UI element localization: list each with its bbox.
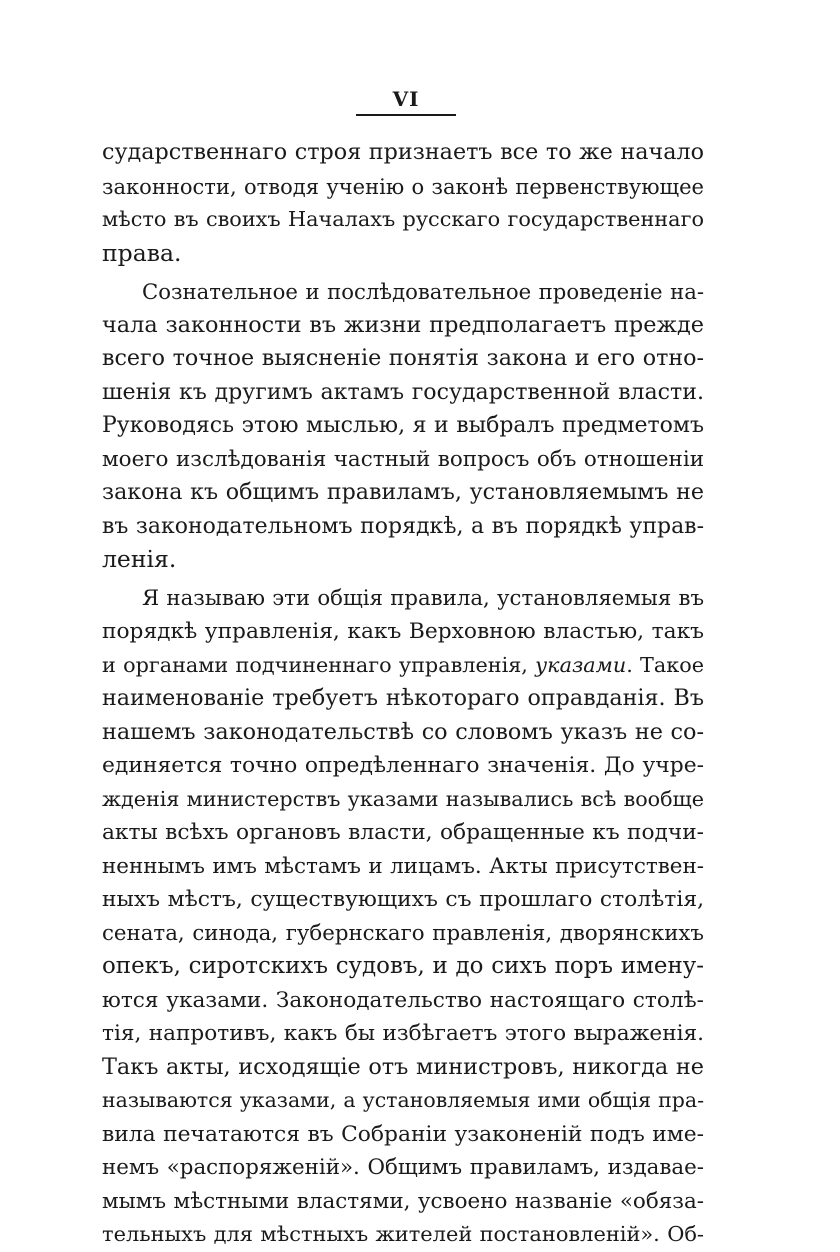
- text-line: наименованіе требуетъ нѣкотораго оправданія. Въ: [102, 685, 704, 711]
- text-line: права.: [102, 238, 182, 267]
- text-line: называются указами, а установляемыя ими общія пра-: [102, 1088, 704, 1112]
- text-line: всего точное выясненіе понятія закона и его отно-: [102, 345, 704, 371]
- text-line: ныхъ мѣстъ, существующихъ съ прошлаго столѣтія,: [102, 887, 704, 912]
- body-text: [102, 136, 704, 1252]
- text-line: сударственнаго строя признаетъ все то же начало: [102, 139, 704, 165]
- line-segment: и органами подчиненнаго управленія,: [102, 652, 536, 677]
- text-line: законности, отводя ученію о законѣ первенствующее: [102, 173, 704, 199]
- text-line: Я называю эти общія правила, установляемыя въ: [142, 585, 704, 611]
- text-line: чала законности въ жизни предполагаетъ прежде: [102, 311, 704, 338]
- paragraph-3: [102, 582, 704, 1252]
- text-line: въ законодательномъ порядкѣ, а въ порядкѣ управ-: [102, 513, 704, 539]
- text-line-with-emphasis: [102, 649, 704, 683]
- paragraph-2: [102, 275, 704, 577]
- text-line: акты всѣхъ органовъ власти, обращенные къ подчи-: [102, 820, 704, 845]
- header-rule: [356, 114, 456, 116]
- line-segment: . Такое: [626, 652, 704, 677]
- text-line: жденія министерствъ указами назывались всѣ вообще: [102, 786, 704, 811]
- text-line: тельныхъ для мѣстныхъ жителей постановленій». Об-: [102, 1222, 704, 1246]
- text-line: порядкѣ управленія, какъ Верховною властью, такъ: [102, 619, 704, 644]
- text-line: ленія.: [102, 545, 177, 573]
- text-line: шенія къ другимъ актамъ государственной власти.: [102, 378, 704, 405]
- text-line: Такъ акты, исходящіе отъ министровъ, никогда не: [102, 1053, 704, 1080]
- page-number: VI: [392, 87, 420, 111]
- text-line: ются указами. Законодательство настоящаго столѣ-: [102, 987, 704, 1013]
- text-line: нашемъ законодательствѣ со словомъ указъ не со-: [102, 718, 704, 745]
- page-header: [356, 88, 456, 116]
- text-line: опекъ, сиротскихъ судовъ, и до сихъ поръ имену-: [102, 953, 704, 979]
- paragraph-1: [102, 136, 704, 270]
- text-line: неннымъ имъ мѣстамъ и лицамъ. Акты присутствен-: [102, 853, 704, 879]
- text-line: тія, напротивъ, какъ бы избѣгаетъ этого выраженія.: [102, 1021, 704, 1046]
- text-line: моего изслѣдованія частный вопросъ объ отношеніи: [102, 446, 704, 472]
- text-line: единяется точно опредѣленнаго значенія. До учре-: [102, 753, 704, 778]
- text-line: сената, синода, губернскаго правленія, дворянскихъ: [102, 920, 704, 946]
- text-line: немъ «распоряженій». Общимъ правиламъ, издавае-: [102, 1155, 704, 1180]
- text-line: Сознательное и послѣдовательное проведеніе на-: [142, 279, 704, 304]
- text-line: мѣсто въ своихъ Началахъ русскаго государственнаго: [102, 207, 704, 231]
- text-line: закона къ общимъ правиламъ, установляемымъ не: [102, 479, 704, 505]
- text-line: мымъ мѣстными властями, усвоено названіе «обяза-: [102, 1188, 704, 1214]
- text-line: вила печатаются въ Собраніи узаконеній подъ име-: [102, 1121, 704, 1147]
- text-line: Руководясь этою мыслью, я и выбралъ предметомъ: [102, 413, 704, 438]
- emphasized-term: указами: [535, 652, 627, 677]
